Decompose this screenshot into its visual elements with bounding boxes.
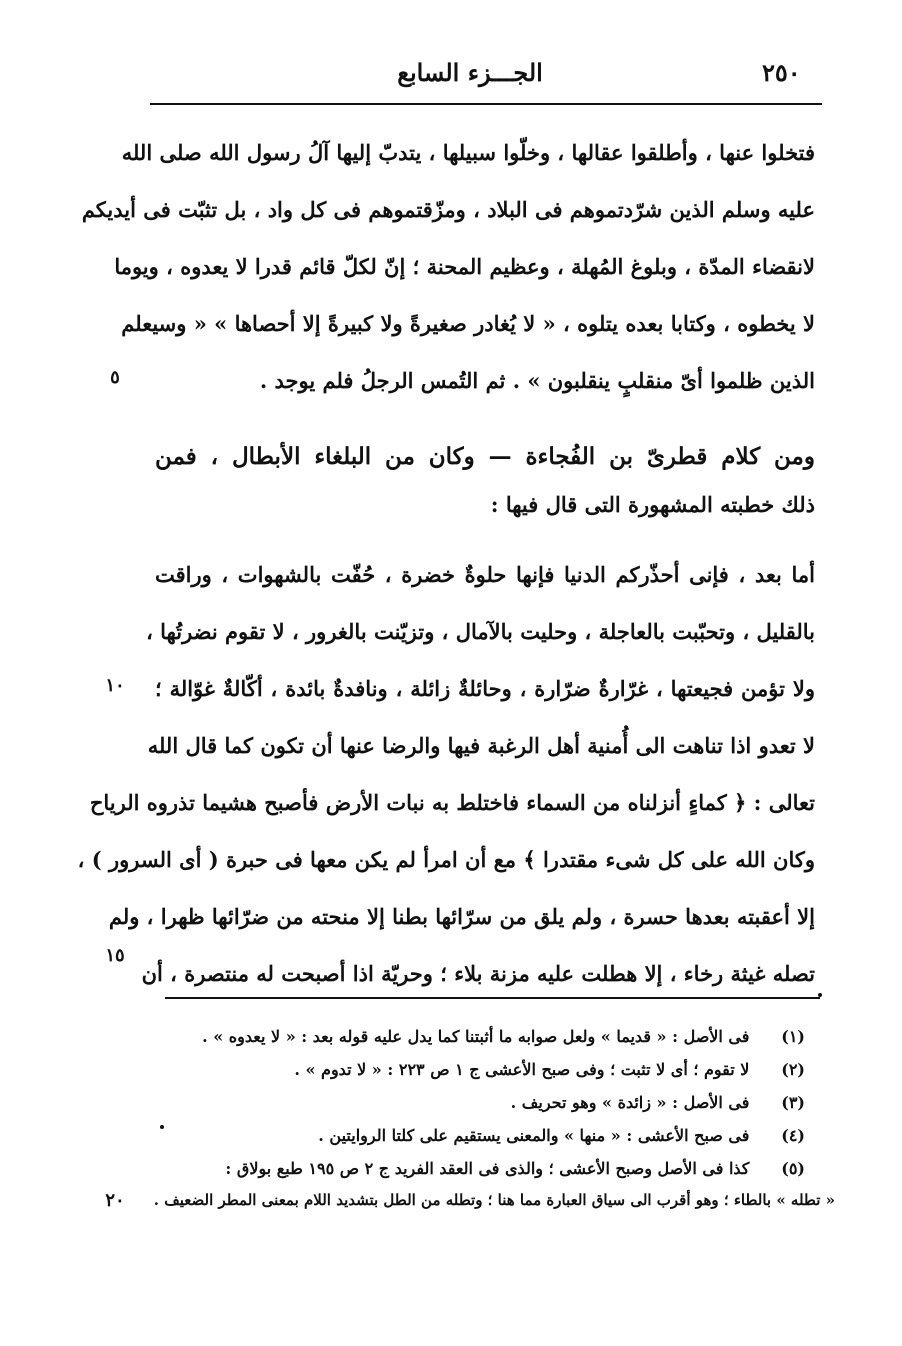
text-line: بالقليل ، وتحبّبت بالعاجلة ، وحليت بالآمال ، وتزيّنت بالغرور ، لا تقوم نضرتُها ، [146,619,815,644]
section-intro-line: ومن كلام قطرىّ بن الفُجاءة — وكان من البلغاء الأبطال ، فمن [155,443,815,470]
footnote-text: لا تقوم ؛ أى لا تثبت ؛ وفى صبح الأعشى ج ١ ص ٢٢٣ : « لا تدوم » . [294,1060,750,1079]
footnote-text: فى الأصل : « زائدة » وهو تحريف . [510,1093,750,1112]
footnote [165,1119,805,1152]
footnote-number: (٤) [781,1126,805,1145]
footnote-rule [165,997,820,999]
footnote-continuation: « تطله » بالطاء ؛ وهو أقرب الى سياق العبارة مما هنا ؛ وتطله من الطل بتشديد اللام بمعنى المطر الضعيف . [153,1191,835,1209]
footnote [165,1086,805,1119]
text-line: تصله غيثة رخاء ، إلا هطلت عليه مزنة بلاء ؛ وحريّة اذا أصبحت له منتصرة ، أن [141,961,815,986]
footnote-text: كذا فى الأصل وصبح الأعشى ؛ والذى فى العقد الفريد ج ٢ ص ١٩٥ طبع بولاق : [225,1159,750,1178]
footnote-number: (٥) [781,1159,805,1178]
line-number: ٥ [110,367,120,388]
text-line: لانقضاء المدّة ، وبلوغ المُهلة ، وعظيم المحنة ؛ إنّ لكلّ قائم قدرا لا يعدوه ، ويوما [114,254,815,279]
text-line: لا يخطوه ، وكتابا بعده يتلوه ، « لا يُغادر صغيرةً ولا كبيرةً إلا أحصاها » « وسيعلم [121,311,815,336]
footnote-number: (١) [781,1027,805,1046]
footnote-rule-dot [818,993,822,997]
text-line: تعالى : ﴿ كماءٍ أنزلناه من السماء فاختلط به نبات الأرض فأصبح هشيما تذروه الرياح [89,790,815,815]
text-line: لا تعدو اذا تناهت الى أُمنية أهل الرغبة فيها والرضا عنها أن تكون كما قال الله [147,733,815,758]
paragraph-2 [155,428,815,535]
footnote [165,1152,805,1185]
paragraph-1 [81,124,815,409]
footnote-text: فى صبح الأعشى : « منها » والمعنى يستقيم على كلتا الروايتين . [318,1126,750,1145]
footnote [165,1053,805,1086]
text-line: ولا تؤمن فجيعتها ، غرّارةٌ ضرّارة ، وحائلةٌ زائلة ، ونافدةٌ بائدة ، أكّالةٌ غوّالة ؛ [155,676,815,701]
line-number: ١٠ [105,675,125,696]
text-line: وكان الله على كل شىء مقتدرا ﴾ مع أن امرأ لم يكن معها فى حبرة ( أى السرور ) ، [77,847,815,872]
running-title: الجـــزء السابع [397,58,543,87]
page-number: ٢٥٠ [762,58,801,87]
footnote-text: فى الأصل : « قديما » ولعل صوابه ما أثبتنا كما يدل عليه قوله بعد : « لا يعدوه » . [202,1027,750,1046]
text-line: الذين ظلموا أىّ منقلبٍ ينقلبون » . ثم التُمس الرجلُ فلم يوجد . [259,368,815,393]
text-line: ذلك خطبته المشهورة التى قال فيها : [490,492,815,517]
text-line: فتخلوا عنها ، وأطلقوا عقالها ، وخلّوا سبيلها ، يتدبّ إليها آلُ رسول الله صلى الله [121,140,815,165]
line-number: ٢٠ [105,1190,125,1211]
line-number: ١٥ [105,945,125,966]
header-rule [150,103,822,105]
footnote-number: (٣) [781,1093,805,1112]
text-line: أما بعد ، فإنى أحذّركم الدنيا فإنها حلوةٌ خضرة ، حُفّت بالشهوات ، وراقت [155,562,815,587]
footnotes [153,1020,835,1215]
footnote-number: (٢) [781,1060,805,1079]
footnote [165,1020,805,1053]
stray-mark [160,1125,164,1129]
text-line: عليه وسلم الذين شرّدتموهم فى البلاد ، ومزّقتموهم فى كل واد ، بل تثبّت فى أيديكم [81,197,815,222]
text-line: إلا أعقبته بعدها حسرة ، ولم يلق من سرّائها بطنا إلا منحته من ضرّائها ظهرا ، ولم [108,904,815,929]
